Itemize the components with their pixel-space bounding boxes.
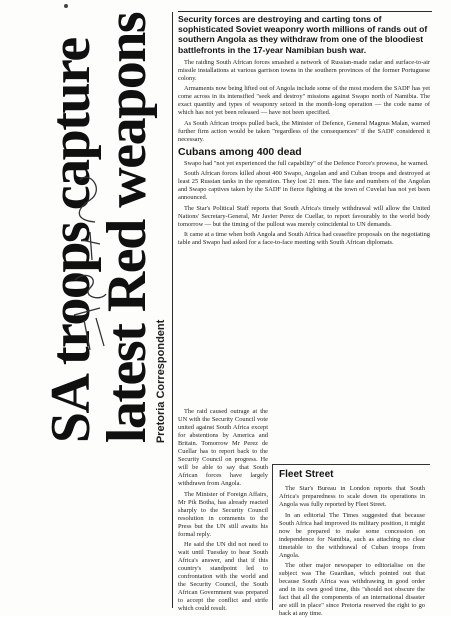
fleet-street-sidebar	[272, 464, 430, 617]
body-paragraph: South African forces killed about 400 Swapo, Angolan and and Cuban troops and destroyed at least 25 Russian tanks in the operation. They lost 21 men. The fate and numbers of the Angolan and Swapo captives taken by the SADF in fierce fighting at the town of Cuvelai has not yet been announced.	[178, 170, 430, 202]
body-paragraph: The Star's Political Staff reports that South Africa's timely withdrawal will allow the United Nations' Secretary-General, Mr Javier Perez de Cuellar, to report favourably to the world body tomorrow — but the timing of the pullout was merely coincidental to UN demands.	[178, 204, 430, 228]
subhead: Cubans among 400 dead	[178, 145, 302, 158]
sidebar-paragraph: In an editorial The Times suggested that because South Africa had improved its military position, it might now be prepared to make some concession on independence for Namibia, such as attaching no clear timetable to the withdrawal of Cuban troops from Angola.	[279, 511, 425, 559]
body-paragraph: The Minister of Foreign Affairs, Mr Pik Botha, has already reacted sharply to the Security Council resolution in comments to the Press but the UN still awaits his formal reply.	[178, 490, 268, 538]
body-paragraph: The raiding South African forces smashed a network of Russian-made radar and surface-to-air missile installations at various garrison towns in the southern provinces of the former Portuguese colony.	[178, 58, 430, 82]
article-top-column	[178, 14, 430, 252]
handwritten-scribble	[60, 160, 140, 360]
body-paragraph: Swapo had "not yet experienced the full capability" of the Defence Force's prowess, he warned.	[184, 159, 429, 167]
byline: Pretoria Correspondent	[155, 319, 167, 444]
body-paragraph: As South African troops pulled back, the Minister of Defence, General Magnus Malan, warned further firm action would be taken "regardless of the consequences" if the SADF considered it necessary.	[178, 119, 430, 143]
ink-speck	[64, 4, 68, 8]
article-intro: Security forces are destroying and carting tons of sophisticated Soviet weaponry worth millions of rands out of southern Angola as they withdraw from one of the bloodiest battlefronts in the 17-year Namibian bush war.	[178, 14, 428, 55]
body-paragraph: He said the UN did not need to wait until Tuesday to hear South Africa's answer, and that if this country's standpoint led to confrontation with the world and the Security Council, the South African Government was prepared to accept the conflict and strife which could result.	[178, 541, 268, 612]
sidebar-paragraph: The Star's Bureau in London reports that South Africa's preparedness to scale down its operations in Angola was fully reported by Fleet Street.	[279, 485, 425, 508]
body-paragraph: It came at a time when both Angola and South Africa had ceasefire proposals on the negotiating table and Swapo had asked for a face-to-face meeting with South African diplomats.	[178, 231, 430, 247]
sidebar-paragraph: The other major newspaper to editorialise on the subject was The Guardian, which pointed out that because South Africa was withdrawing in good order and in its own good time, this "should not obscure the fact that all the components of an international disaster are still in place" since Pretoria reserved the right to go back at any time.	[279, 562, 425, 617]
column-rule	[172, 12, 173, 608]
body-paragraph: The raid caused outrage at the UN with the Security Council vote united against South Africa except for abstentions by America and Britain. Tomorrow Mr Perez de Cuellar has to report back to the Security Council on progress. He will be able to say that South African forces have largely withdrawn from Angola.	[178, 408, 268, 487]
top-rule	[178, 11, 432, 12]
headline-line-1: SA troops capture	[40, 38, 102, 444]
headline-line-2: latest Red weapons	[96, 12, 158, 444]
sidebar-text	[279, 485, 425, 617]
sidebar-title: Fleet Street	[279, 469, 334, 480]
body-paragraph: Armaments now being lifted out of Angola include some of the most modern the SADF has yet come across in its intensified "seek and destroy" missions against Swapo north of Namibia. The exact quantity and types of weaponry seized in the month-long operation — the code name of which has not yet been released — have not been specified.	[178, 85, 430, 117]
handwritten-annotation	[60, 160, 140, 360]
article-lower-column	[178, 408, 268, 610]
